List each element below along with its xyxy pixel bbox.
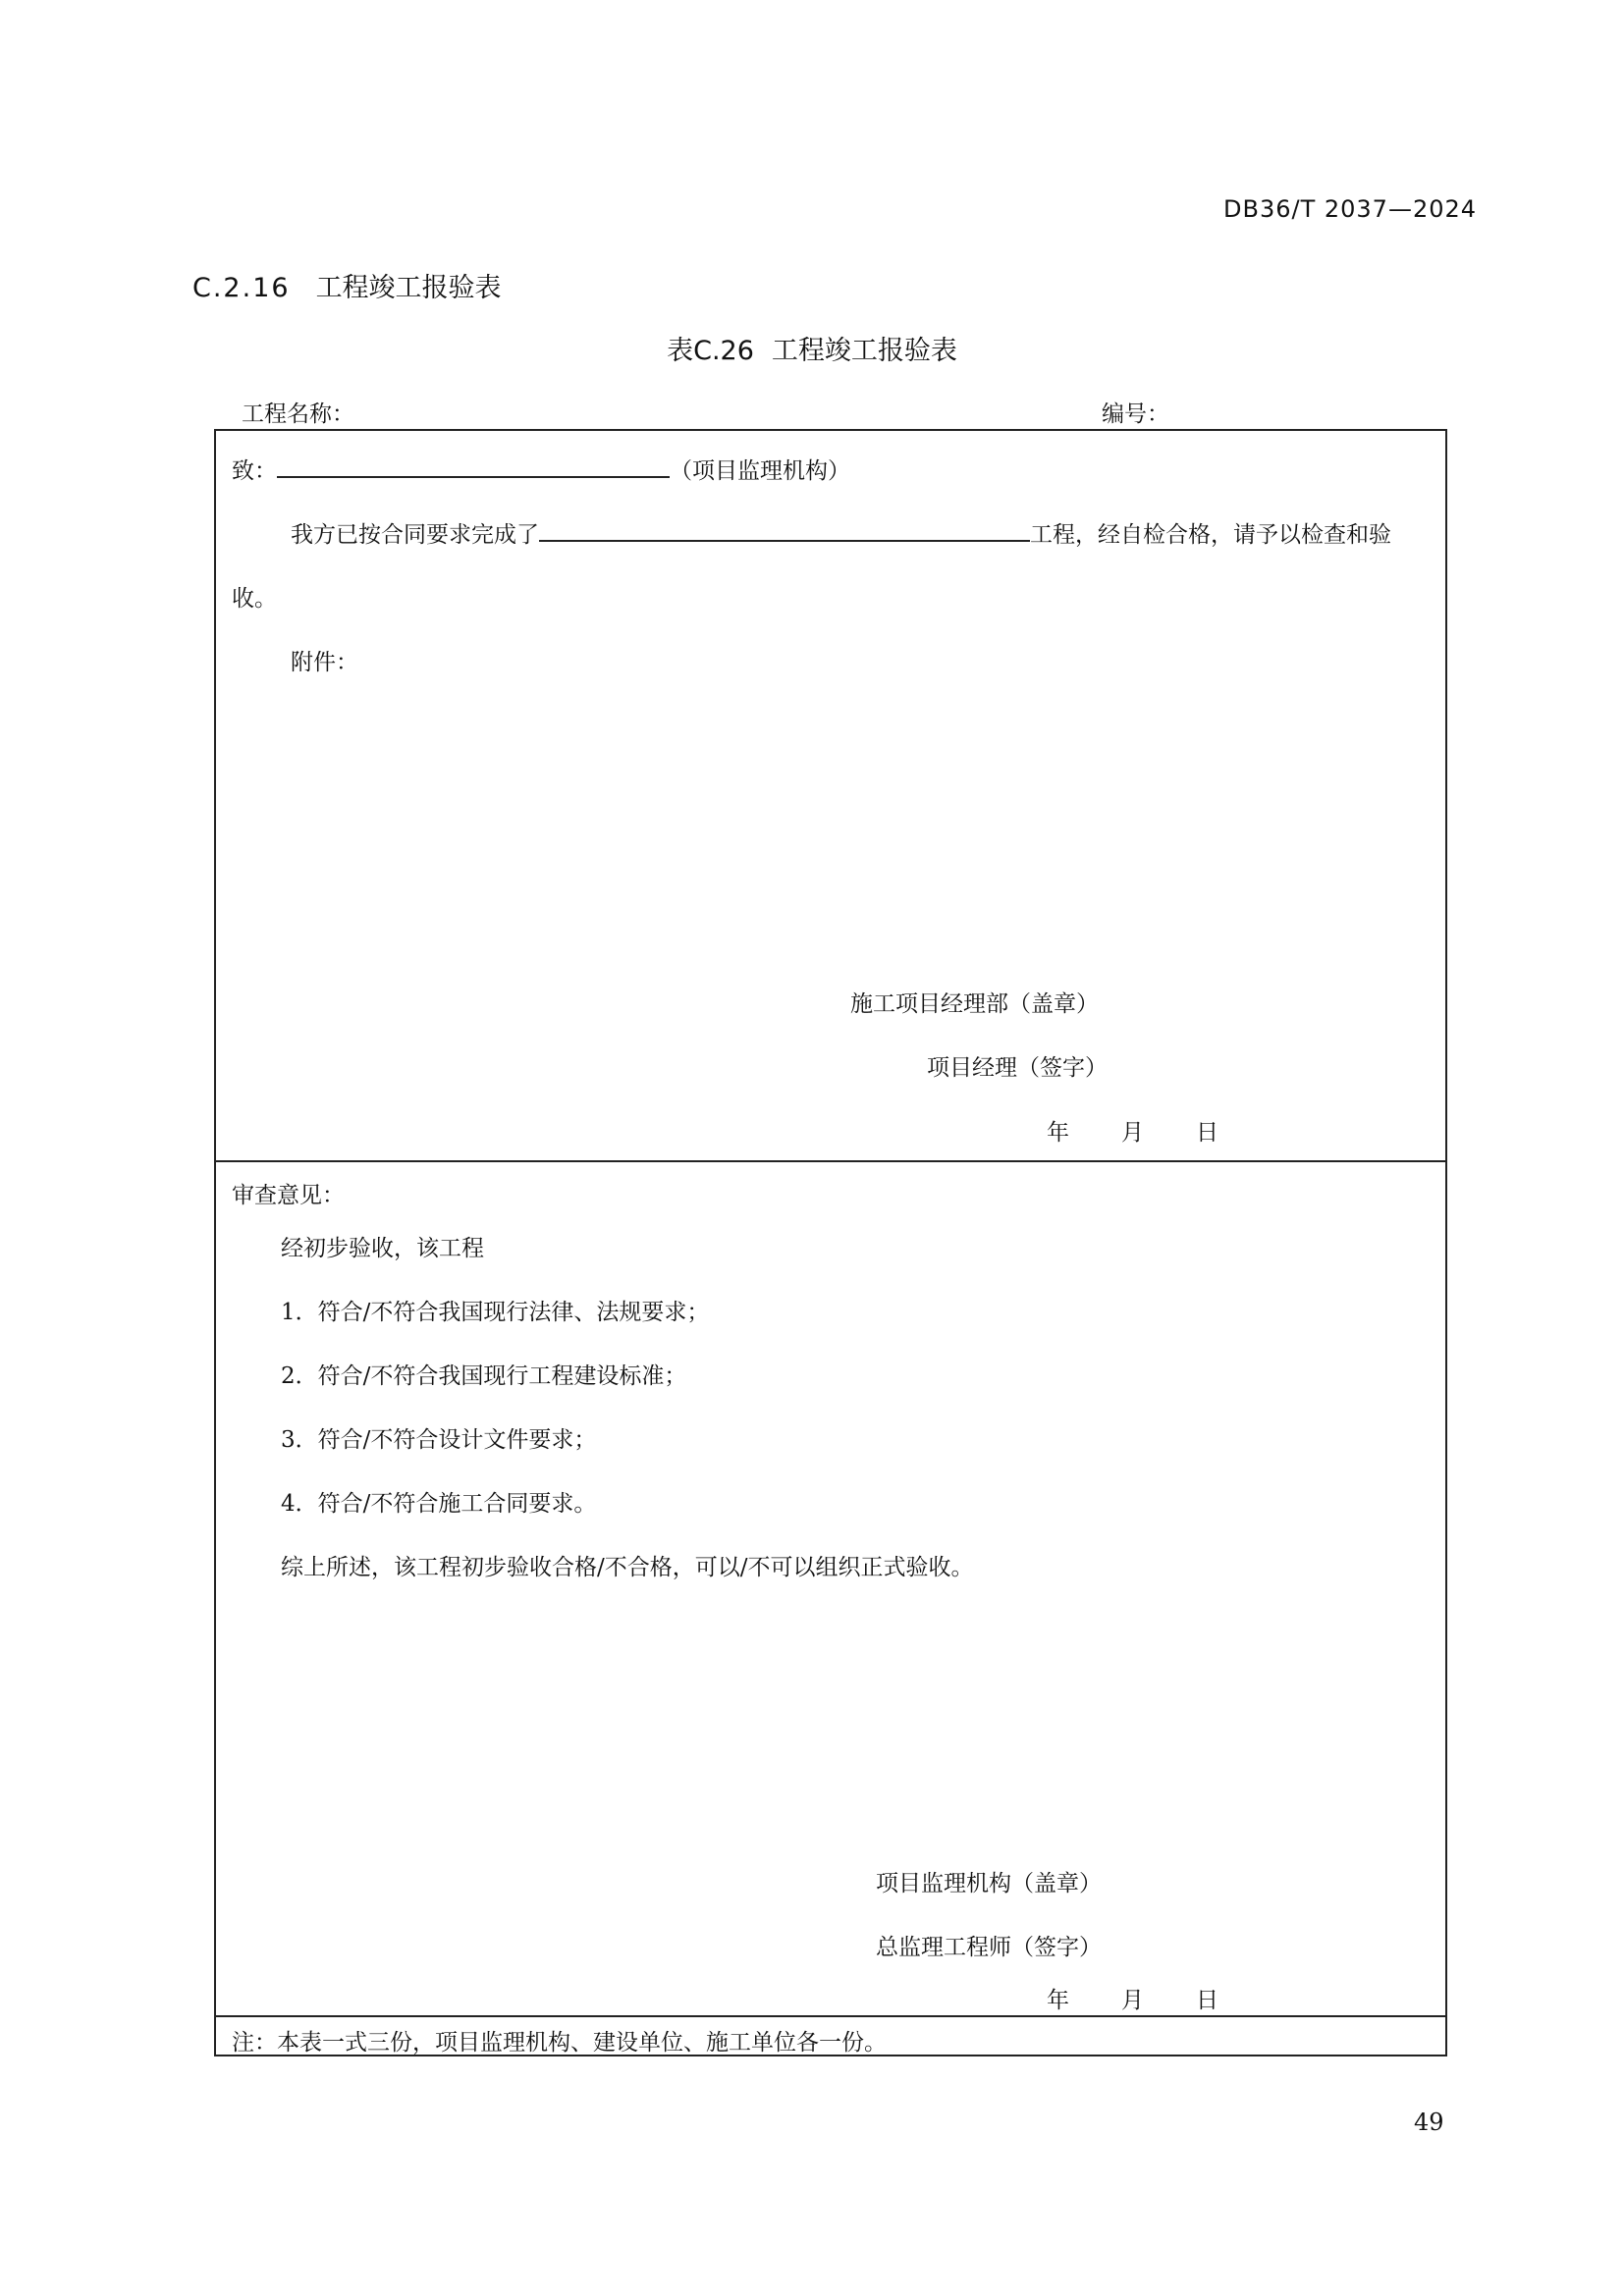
supervision-seal-label: 项目监理机构（盖章） xyxy=(876,1871,1102,1896)
table-title xyxy=(0,329,1624,367)
date-month: 月 xyxy=(1121,1120,1144,1146)
submission-date xyxy=(1047,1114,1218,1147)
to-suffix: （项目监理机构） xyxy=(670,458,850,484)
recipient-blank[interactable] xyxy=(277,454,670,478)
form-note: 注：本表一式三份，项目监理机构、建设单位、施工单位各一份。 xyxy=(232,2030,887,2056)
section-divider xyxy=(216,1160,1445,1162)
project-name-label: 工程名称： xyxy=(242,401,354,427)
attachment-label: 附件： xyxy=(291,650,358,675)
table-title-prefix: 表C.26 xyxy=(667,336,754,366)
review-intro: 经初步验收，该工程 xyxy=(281,1236,484,1261)
review-item: 1．符合/不符合我国现行法律、法规要求； xyxy=(281,1300,710,1325)
review-item: 3．符合/不符合设计文件要求； xyxy=(281,1427,597,1453)
body-continuation: 收。 xyxy=(232,586,277,612)
review-conclusion: 综上所述，该工程初步验收合格/不合格，可以/不可以组织正式验收。 xyxy=(281,1555,974,1580)
serial-no-label: 编号： xyxy=(1102,401,1169,427)
project-blank[interactable] xyxy=(539,518,1030,542)
date-month: 月 xyxy=(1121,1988,1144,2013)
date-day: 日 xyxy=(1196,1988,1218,2013)
date-year: 年 xyxy=(1047,1120,1069,1146)
table-title-text: 工程竣工报验表 xyxy=(771,336,957,366)
section-heading xyxy=(192,266,502,304)
contractor-seal-label: 施工项目经理部（盖章） xyxy=(850,991,1099,1017)
review-date xyxy=(1047,1982,1218,2014)
page-number: 49 xyxy=(1414,2109,1444,2136)
body-line xyxy=(291,516,1391,549)
chief-engineer-sign-label: 总监理工程师（签字） xyxy=(876,1935,1102,1960)
body-prefix: 我方已按合同要求完成了 xyxy=(291,522,539,548)
project-manager-sign-label: 项目经理（签字） xyxy=(927,1055,1108,1081)
section-number: C.2.16 xyxy=(192,273,291,303)
date-day: 日 xyxy=(1196,1120,1218,1146)
review-item: 4．符合/不符合施工合同要求。 xyxy=(281,1491,597,1517)
to-line xyxy=(232,453,850,485)
date-year: 年 xyxy=(1047,1988,1069,2013)
inspection-form xyxy=(214,429,1447,2056)
standard-code: DB36/T 2037—2024 xyxy=(1223,195,1478,223)
note-divider xyxy=(216,2015,1445,2017)
body-suffix: 工程，经自检合格，请予以检查和验 xyxy=(1030,522,1391,548)
section-title: 工程竣工报验表 xyxy=(315,273,502,303)
review-label: 审查意见： xyxy=(232,1183,345,1208)
to-label: 致： xyxy=(232,458,277,484)
review-item: 2．符合/不符合我国现行工程建设标准； xyxy=(281,1363,687,1389)
